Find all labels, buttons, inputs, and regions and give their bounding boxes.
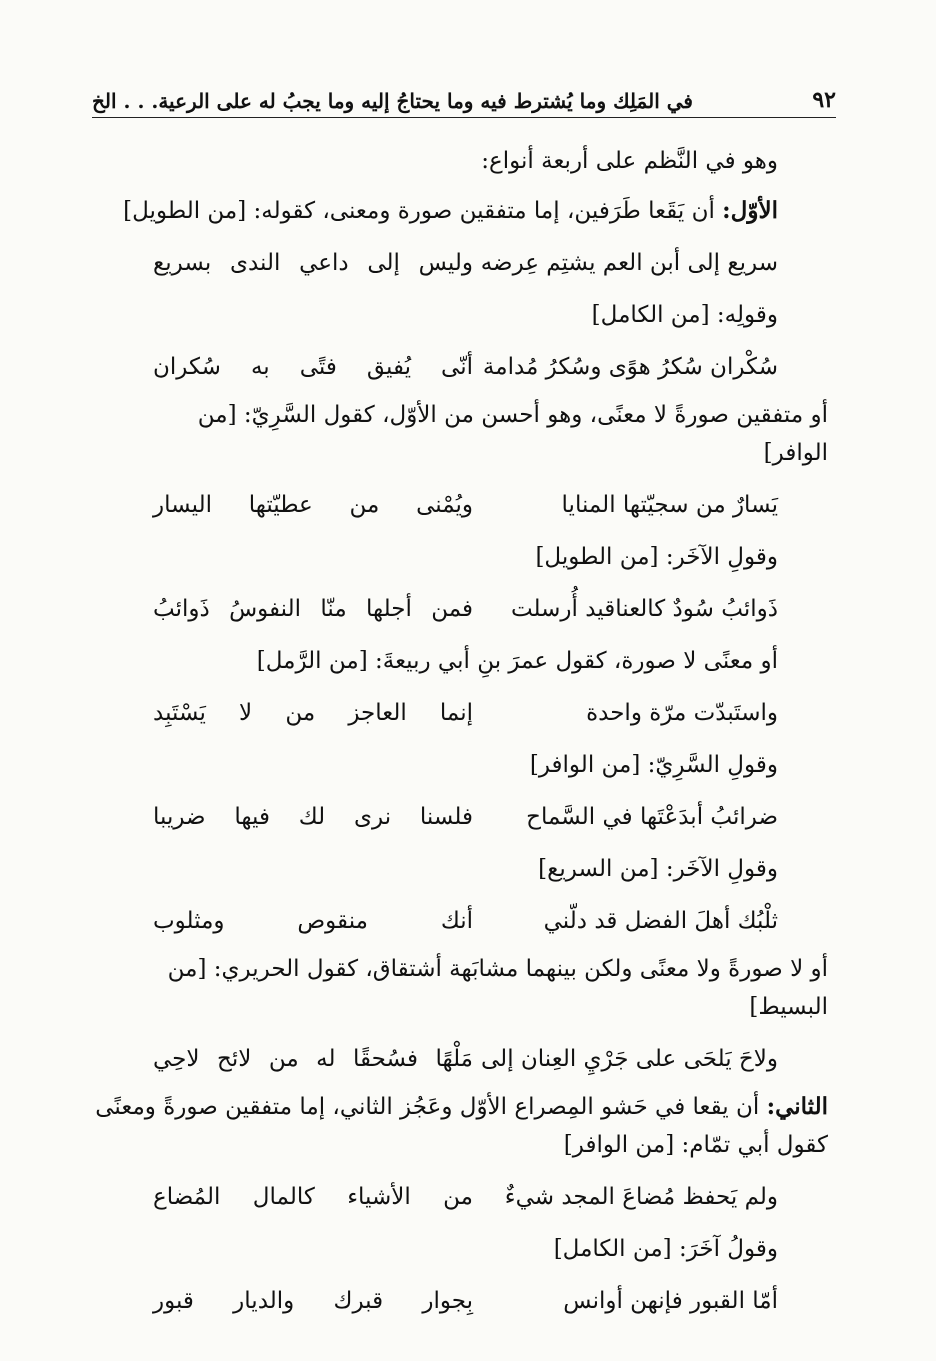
verse-line [92,478,778,532]
prose-line: وهو في النَّظم على أربعة أنواع: [481,148,778,174]
running-header [92,82,836,118]
verse-second-hemistich: بِجوار قبرك والديار قبور [153,1288,473,1314]
prose-line: أو متفقين صورةً لا معنًى، وهو أحسن من الأوّل، كقول السَّرِيّ: [من [197,402,828,428]
section-label: الثاني: [766,1093,828,1120]
prose-line: الثاني: أن يقعا في حَشو المِصراع الأوّل وعَجُز الثاني، إما متفقين صورةً ومعنًى [95,1093,828,1120]
verse-second-hemistich: فلسنا نرى لك فيها ضريبا [153,804,473,830]
prose-line-continuation: الوافر] [763,440,828,466]
verse-second-hemistich: أنّى يُفيق فتًى به سُكران [153,354,473,380]
prose-line: أو لا صورةً ولا معنًى ولكن بينهما مشابَهة أشتقاق، كقول الحريري: [من [167,956,828,982]
verse-first-hemistich: يَسارٌ من سجيّتها المنايا [561,492,778,518]
verse-second-hemistich: مَلْهًا فسُحقًا له من لائح لاحِي [153,1046,473,1072]
prose-line-continuation: البسيط] [749,994,828,1020]
prose-line: وقولُ آخَرَ: [من الكامل] [553,1236,778,1262]
verse-first-hemistich: سُكْران سُكرُ هوًى وسُكرُ مُدامة [482,354,778,380]
verse-first-hemistich: ثلْبُك أهلَ الفضل قد دلّني [543,908,778,934]
verse-second-hemistich: أنك منقوص ومثلوب [153,908,473,934]
verse-line [92,1032,778,1086]
page-number: ٩٢ [812,87,836,113]
verse-line [92,236,778,290]
prose-line: وقولِه: [من الكامل] [591,302,778,328]
prose-line: وقولِ الآخَر: [من الطويل] [535,544,778,570]
verse-line [92,686,778,740]
page-body [92,136,828,1328]
prose-line: الأوّل: أن يَقَعا طَرَفين، إما متفقين صورة ومعنى، كقوله: [من الطويل] [123,197,778,224]
verse-second-hemistich: إنما العاجز من لا يَسْتَبِد [153,700,473,726]
verse-second-hemistich: فمن أجلها منّا النفوسُ ذَوائبُ [153,596,473,622]
verse-line [92,790,778,844]
verse-first-hemistich: سريع إلى أبن العم يشتِم عِرضه [480,250,778,276]
prose-line: وقولِ السَّرِيّ: [من الوافر] [529,752,778,778]
verse-line [92,340,778,394]
verse-first-hemistich: ولاحَ يَلحَى على جَرْيِ العِنان إلى [481,1046,778,1072]
verse-first-hemistich: ضرائبُ أبدَعْتَها في السَّماح [526,804,778,830]
section-label: الأوّل: [722,197,778,224]
prose-line: وقولِ الآخَر: [من السريع] [538,856,778,882]
verse-first-hemistich: ولم يَحفظ مُضاعَ المجد شيءٌ [504,1184,778,1210]
verse-first-hemistich: أمّا القبور فإنهن أوانس [563,1288,778,1314]
verse-line [92,1170,778,1224]
verse-second-hemistich: وليس إلى داعي الندى بسريع [153,250,473,276]
verse-line [92,894,778,948]
verse-first-hemistich: واستَبدّت مرّة واحدة [586,700,778,726]
prose-line: أو معنًى لا صورة، كقول عمرَ بنِ أبي ربيعةَ: [من الرَّمل] [256,648,778,674]
running-title: في المَلِك وما يُشترط فيه وما يحتاجُ إليه وما يجبُ له على الرعية. . . الخ [92,89,693,113]
verse-line [92,582,778,636]
verse-second-hemistich: ويُمْنى من عطيّتها اليسار [153,492,473,518]
verse-line [92,1274,778,1328]
verse-second-hemistich: من الأشياء كالمال المُضاع [153,1184,473,1210]
prose-line-continuation: كقول أبي تمّام: [من الوافر] [563,1132,828,1158]
verse-first-hemistich: ذَوائبُ سُودٌ كالعناقيد أُرسلت [510,596,778,622]
